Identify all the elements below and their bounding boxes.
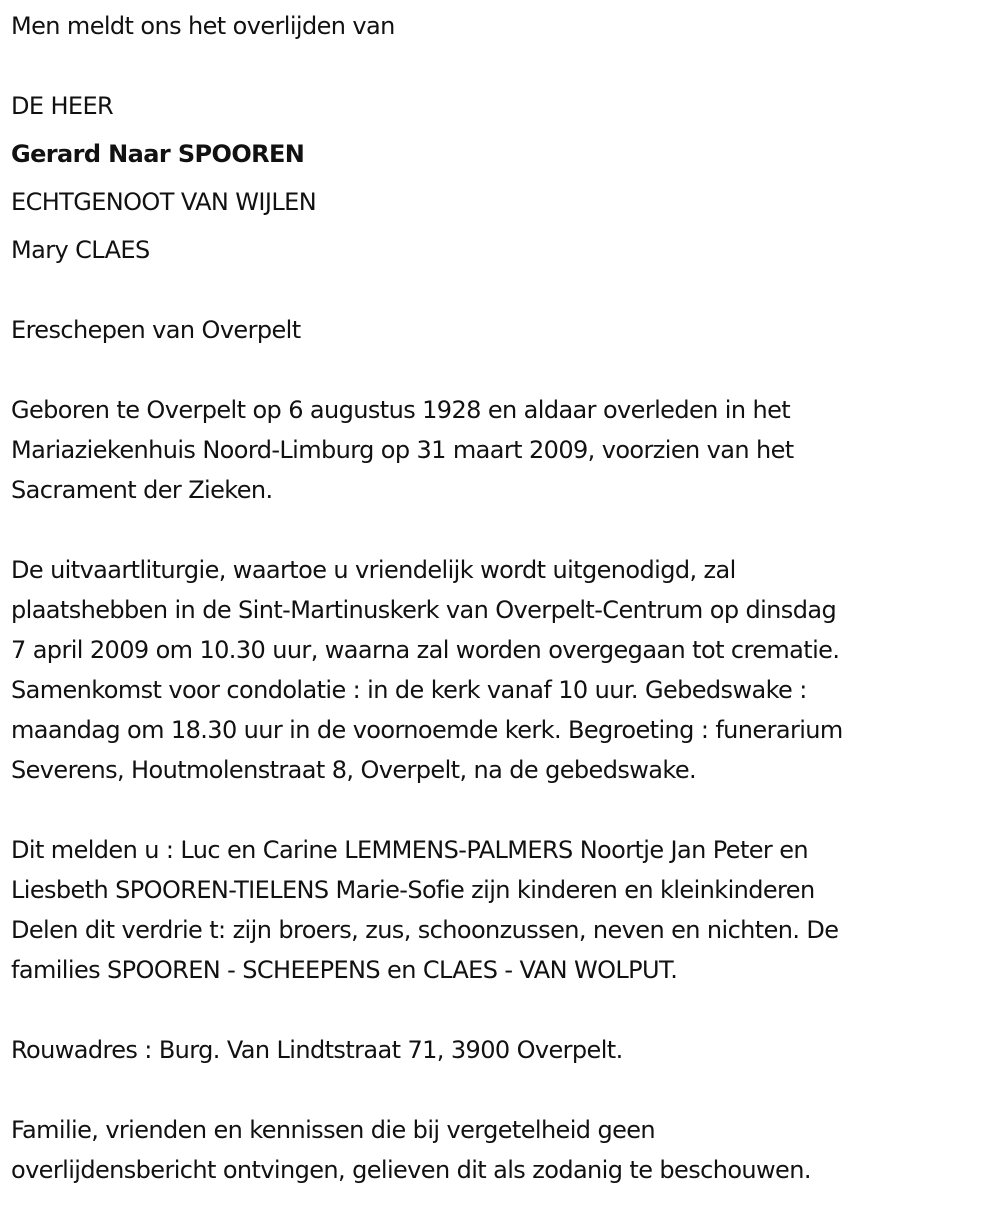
paragraph-line: Mariaziekenhuis Noord-Limburg op 31 maart 2009, voorzien van het bbox=[11, 436, 794, 464]
closing-paragraph bbox=[11, 1110, 811, 1190]
family-paragraph bbox=[11, 830, 838, 990]
paragraph-line: Delen dit verdrie t: zijn broers, zus, schoonzussen, neven en nichten. De bbox=[11, 916, 839, 944]
paragraph-line: Sacrament der Zieken. bbox=[11, 476, 273, 504]
honorary-title: Ereschepen van Overpelt bbox=[11, 316, 301, 344]
paragraph-line: De uitvaartliturgie, waartoe u vriendelijk wordt uitgenodigd, zal bbox=[11, 556, 736, 584]
intro-line: Men meldt ons het overlijden van bbox=[11, 12, 395, 40]
deceased-name: Gerard Naar SPOOREN bbox=[11, 140, 305, 168]
paragraph-line: 7 april 2009 om 10.30 uur, waarna zal worden overgegaan tot crematie. bbox=[11, 636, 840, 664]
paragraph-line: families SPOOREN - SCHEEPENS en CLAES - VAN WOLPUT. bbox=[11, 956, 678, 984]
paragraph-line: Geboren te Overpelt op 6 augustus 1928 en aldaar overleden in het bbox=[11, 396, 791, 424]
funeral-paragraph bbox=[11, 550, 843, 790]
spouse-label: ECHTGENOOT VAN WIJLEN bbox=[11, 188, 317, 216]
address-paragraph bbox=[11, 1030, 623, 1070]
mourning-address: Rouwadres : Burg. Van Lindtstraat 71, 3900 Overpelt. bbox=[11, 1036, 623, 1064]
honorific: DE HEER bbox=[11, 92, 114, 120]
paragraph-line: Dit melden u : Luc en Carine LEMMENS-PALMERS Noortje Jan Peter en bbox=[11, 836, 809, 864]
birth-death-paragraph bbox=[11, 390, 794, 510]
paragraph-line: maandag om 18.30 uur in de voornoemde kerk. Begroeting : funerarium bbox=[11, 716, 843, 744]
paragraph-line: Liesbeth SPOOREN-TIELENS Marie-Sofie zijn kinderen en kleinkinderen bbox=[11, 876, 815, 904]
paragraph-line: Severens, Houtmolenstraat 8, Overpelt, na de gebedswake. bbox=[11, 756, 697, 784]
title-paragraph bbox=[11, 310, 301, 350]
intro-paragraph bbox=[11, 6, 395, 46]
spouse-name: Mary CLAES bbox=[11, 236, 150, 264]
paragraph-line: plaatshebben in de Sint-Martinuskerk van Overpelt-Centrum op dinsdag bbox=[11, 596, 837, 624]
paragraph-line: Familie, vrienden en kennissen die bij vergetelheid geen bbox=[11, 1116, 656, 1144]
deceased-block bbox=[11, 82, 316, 274]
paragraph-line: overlijdensbericht ontvingen, gelieven dit als zodanig te beschouwen. bbox=[11, 1156, 811, 1184]
paragraph-line: Samenkomst voor condolatie : in de kerk vanaf 10 uur. Gebedswake : bbox=[11, 676, 807, 704]
